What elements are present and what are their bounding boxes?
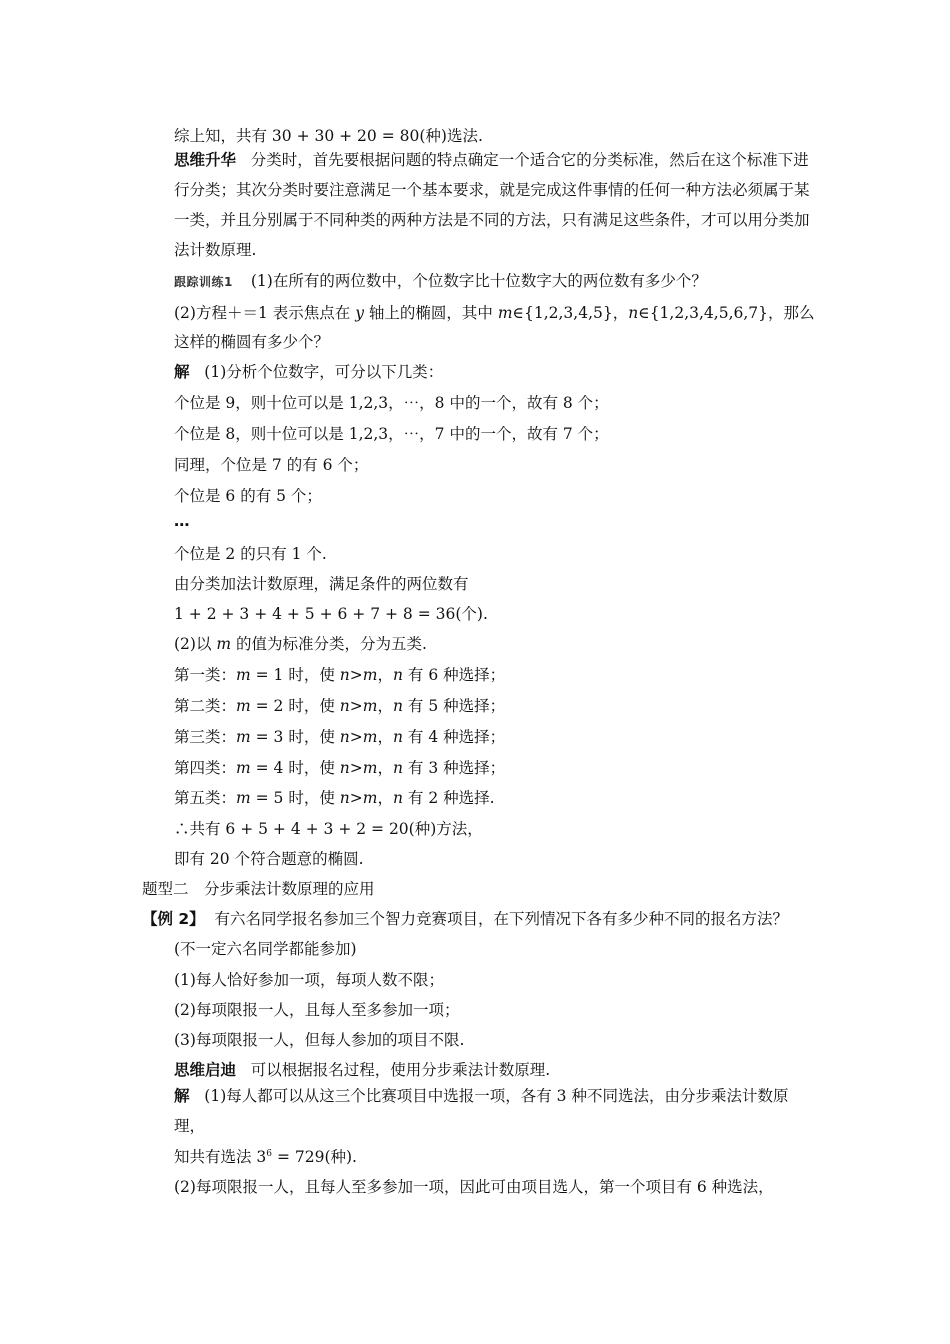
example-q2: (2)每项限报一人，且每人至多参加一项； — [174, 1001, 460, 1019]
solution2-label: 解 — [174, 1087, 190, 1105]
part2-intro — [174, 633, 814, 655]
solution2-result — [174, 1146, 814, 1168]
class-var: m — [236, 666, 251, 684]
class-var: m — [236, 697, 251, 715]
class-gt: > — [349, 666, 363, 684]
class-sep: ， — [377, 759, 393, 777]
q2-part-d: ∈{1,2,3,4,5,6,7}，那么 — [638, 304, 815, 322]
class-var: n — [392, 789, 403, 807]
part2-a: (2)以 — [174, 635, 217, 653]
class-eq: = 2 时，使 — [250, 697, 340, 715]
example-text: 有六名同学报名参加三个智力竞赛项目，在下列情况下各有多少种不同的报名方法？ — [214, 910, 789, 928]
class-line — [174, 664, 814, 686]
class-post: 有 3 种选择； — [402, 759, 506, 777]
class-post: 有 4 种选择； — [402, 728, 506, 746]
class-pre: 第四类： — [174, 759, 237, 777]
example-q1: (1)每人恰好参加一项，每项人数不限； — [174, 971, 444, 989]
class-var: n — [392, 666, 403, 684]
summary-line: 综上知，共有 30 + 30 + 20 = 80(种)选法. — [174, 127, 483, 145]
class-var: n — [392, 697, 403, 715]
qidi-label: 思维启迪 — [174, 1061, 237, 1079]
class-pre: 第五类： — [174, 789, 237, 807]
class-line — [174, 787, 814, 809]
track-question-2 — [174, 302, 814, 324]
q2-part-b: 轴上的椭圆，其中 — [363, 304, 498, 322]
class-gt: > — [349, 789, 363, 807]
solution-label: 解 — [174, 363, 190, 381]
class-gt: > — [349, 728, 363, 746]
solution-intro-text: (1)分析个位数字，可分以下几类： — [204, 363, 444, 381]
class-post: 有 2 种选择. — [402, 789, 495, 807]
class-line — [174, 726, 814, 748]
solution2-p2: (2)每项限报一人，且每人至多参加一项，因此可由项目选人，第一个项目有 6 种选法， — [174, 1178, 774, 1196]
class-eq: = 3 时，使 — [250, 728, 340, 746]
case-2: 个位是 2 的只有 1 个. — [174, 545, 327, 563]
class-var: m — [362, 666, 378, 684]
q2-part-c: ∈{1,2,3,4,5}， — [512, 304, 629, 322]
class-sep: ， — [377, 666, 393, 684]
class-pre: 第二类： — [174, 697, 237, 715]
section-heading: 题型二 分步乘法计数原理的应用 — [142, 880, 375, 898]
solution2-p1 — [174, 1081, 814, 1141]
track-label: 跟踪训练1 — [174, 275, 233, 289]
siwei-text: 分类时，首先要根据问题的特点确定一个适合它的分类标准，然后在这个标准下进行分类；其次分类时要注意满足一个基本要求，就是完成这件事情的任何一种方法必须属于某一类，并且分别属于不同种类的两种方法是不同的方法，只有满足这些条件，才可以用分类加法计数原理. — [174, 151, 810, 259]
class-var: n — [339, 728, 350, 746]
result-exp: 6 — [266, 1149, 273, 1159]
class-var: m — [236, 789, 251, 807]
class-eq: = 1 时，使 — [250, 666, 340, 684]
result-b: = 729(种). — [272, 1148, 357, 1166]
class-line — [174, 757, 814, 779]
q2-var-y: y — [355, 304, 364, 322]
class-eq: = 4 时，使 — [250, 759, 340, 777]
sum-20: ∴共有 6 + 5 + 4 + 3 + 2 = 20(种)方法， — [174, 820, 483, 838]
qidi-text: 可以根据报名过程，使用分步乘法计数原理. — [250, 1061, 551, 1079]
class-post: 有 6 种选择； — [402, 666, 506, 684]
siwei-label: 思维升华 — [174, 151, 237, 169]
class-var: m — [362, 789, 378, 807]
ellipsis: ⋯ — [174, 516, 190, 534]
class-var: m — [362, 728, 378, 746]
track-question-1 — [174, 270, 814, 293]
example-label: 【例 2】 — [142, 910, 205, 928]
q2-var-m: m — [497, 304, 513, 322]
qidi-line — [174, 1059, 814, 1081]
class-var: m — [362, 697, 378, 715]
class-eq: = 5 时，使 — [250, 789, 340, 807]
class-sep: ， — [377, 697, 393, 715]
class-pre: 第一类： — [174, 666, 237, 684]
class-var: m — [236, 759, 251, 777]
class-var: n — [339, 666, 350, 684]
example-q3: (3)每项限报一人，但每人参加的项目不限. — [174, 1031, 465, 1049]
track-question-2-cont: 这样的椭圆有多少个？ — [174, 333, 330, 351]
class-line — [174, 695, 814, 717]
part2-var-m: m — [216, 635, 232, 653]
class-sep: ， — [377, 728, 393, 746]
example-note: (不一定六名同学都能参加) — [174, 940, 357, 958]
sum-36: 1 + 2 + 3 + 4 + 5 + 6 + 7 + 8 = 36(个). — [174, 605, 488, 623]
class-gt: > — [349, 697, 363, 715]
track-q1-text: (1)在所有的两位数中，个位数字比十位数字大的两位数有多少个？ — [250, 272, 707, 290]
class-pre: 第三类： — [174, 728, 237, 746]
class-var: m — [236, 728, 251, 746]
sum-20-cont: 即有 20 个符合题意的椭圆. — [174, 850, 364, 868]
solution-intro — [174, 361, 814, 383]
case-7: 同理，个位是 7 的有 6 个； — [174, 456, 369, 474]
case-6: 个位是 6 的有 5 个； — [174, 487, 322, 505]
part2-b: 的值为标准分类，分为五类. — [231, 635, 427, 653]
class-post: 有 5 种选择； — [402, 697, 506, 715]
class-gt: > — [349, 759, 363, 777]
siwei-paragraph — [174, 145, 814, 265]
result-a: 知共有选法 3 — [174, 1148, 267, 1166]
class-var: n — [339, 697, 350, 715]
case-9: 个位是 9，则十位可以是 1,2,3，⋯，8 中的一个，故有 8 个； — [174, 394, 609, 412]
example-2 — [142, 908, 832, 930]
class-var: n — [339, 759, 350, 777]
class-var: n — [392, 728, 403, 746]
count-principle: 由分类加法计数原理，满足条件的两位数有 — [174, 575, 469, 593]
class-sep: ， — [377, 789, 393, 807]
class-var: m — [362, 759, 378, 777]
class-var: n — [339, 789, 350, 807]
q2-var-n: n — [628, 304, 639, 322]
case-8: 个位是 8，则十位可以是 1,2,3，⋯，7 中的一个，故有 7 个； — [174, 425, 609, 443]
q2-part-a: (2)方程＋＝1 表示焦点在 — [174, 304, 356, 322]
class-var: n — [392, 759, 403, 777]
solution2-text: (1)每人都可以从这三个比赛项目中选报一项，各有 3 种不同选法，由分步乘法计数原理， — [174, 1087, 789, 1135]
